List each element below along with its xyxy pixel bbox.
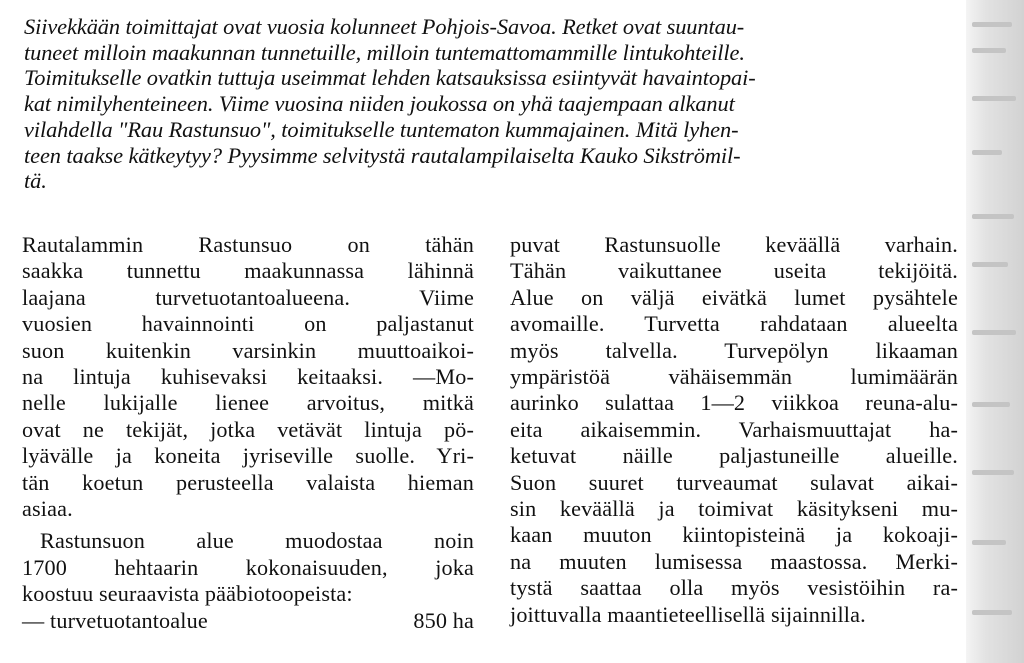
body-line: kaan muuton kiintopisteinä ja kokoaji- bbox=[510, 522, 958, 548]
body-line: 1700 hehtaarin kokonaisuuden, joka bbox=[22, 554, 474, 580]
body-line: Tähän vaikuttanee useita tekijöitä. bbox=[510, 258, 958, 284]
intro-line: tä. bbox=[24, 168, 47, 194]
body-line: suon kuitenkin varsinkin muuttoaikoi- bbox=[22, 337, 474, 363]
body-line: Rautalammin Rastunsuo on tähän bbox=[22, 232, 474, 257]
body-line: myös talvella. Turvepölyn likaaman bbox=[510, 337, 958, 363]
body-line: koostuu seuraavista pääbiotoopeista: bbox=[22, 581, 353, 607]
intro-paragraph bbox=[24, 14, 979, 194]
body-line: tän koetun perusteella valaista hieman bbox=[22, 469, 474, 495]
body-line: tystä saattaa olla myös vesistöihin ra- bbox=[510, 575, 958, 601]
body-line: eita aikaisemmin. Varhaismuuttajat ha- bbox=[510, 416, 958, 442]
body-line: ketuvat näille paljastuneille alueille. bbox=[510, 443, 958, 469]
body-line: sin keväällä ja toimivat käsitykseni mu- bbox=[510, 496, 958, 522]
body-line: joittuvalla maantieteellisellä sijainnilla. bbox=[510, 601, 866, 627]
left-column bbox=[22, 232, 474, 634]
intro-line: tuneet milloin maakunnan tunnetuille, milloin tuntemattomammille lintukohteille. bbox=[24, 39, 745, 65]
body-line: Rastunsuon alue muodostaa noin bbox=[40, 528, 474, 554]
body-line: na muuten lumisessa maastossa. Merki- bbox=[510, 548, 958, 574]
biotope-area: 850 ha bbox=[413, 607, 474, 633]
body-line: avomaille. Turvetta rahdataan alueelta bbox=[510, 311, 958, 337]
biotope-label: — turvetuotantoalue bbox=[22, 607, 208, 633]
intro-line: vilahdella "Rau Rastunsuo", toimitukselle tuntematon kummajainen. Mitä lyhen- bbox=[24, 116, 739, 142]
body-line: lyävälle ja koneita jyriseville suolle. Yri- bbox=[22, 443, 474, 469]
body-line: laajana turvetuotantoalueena. Viime bbox=[22, 284, 474, 310]
body-line: Suon suuret turveaumat sulavat aikai- bbox=[510, 469, 958, 495]
right-column bbox=[510, 232, 958, 628]
intro-line: Toimitukselle ovatkin tuttuja useimmat lehden katsauksissa esiintyvät havaintopai- bbox=[24, 65, 756, 91]
biotope-list-item bbox=[22, 608, 474, 634]
intro-line: Siivekkään toimittajat ovat vuosia kolunneet Pohjois-Savoa. Retket ovat suuntau- bbox=[24, 14, 745, 39]
body-line: saakka tunnettu maakunnassa lähinnä bbox=[22, 258, 474, 284]
body-line: asiaa. bbox=[22, 496, 73, 522]
body-line: ympäristöä vähäisemmän lumimäärän bbox=[510, 364, 958, 390]
intro-line: teen taakse kätkeytyy? Pyysimme selvitystä rautalampilaiselta Kauko Sikströmil- bbox=[24, 142, 741, 168]
body-line: Alue on väljä eivätkä lumet pysähtele bbox=[510, 284, 958, 310]
body-line: puvat Rastunsuolle keväällä varhain. bbox=[510, 232, 958, 257]
body-line: aurinko sulattaa 1—2 viikkoa reuna-alu- bbox=[510, 390, 958, 416]
body-line: na lintuja kuhisevaksi keitaaksi. —Mo- bbox=[22, 364, 474, 390]
body-line: vuosien havainnointi on paljastanut bbox=[22, 311, 474, 337]
body-line: ovat ne tekijät, jotka vetävät lintuja pö- bbox=[22, 416, 474, 442]
body-line: nelle lukijalle lienee arvoitus, mitkä bbox=[22, 390, 474, 416]
intro-line: kat nimilyhenteineen. Viime vuosina niiden joukossa on yhä taajempaan alkanut bbox=[24, 91, 735, 117]
